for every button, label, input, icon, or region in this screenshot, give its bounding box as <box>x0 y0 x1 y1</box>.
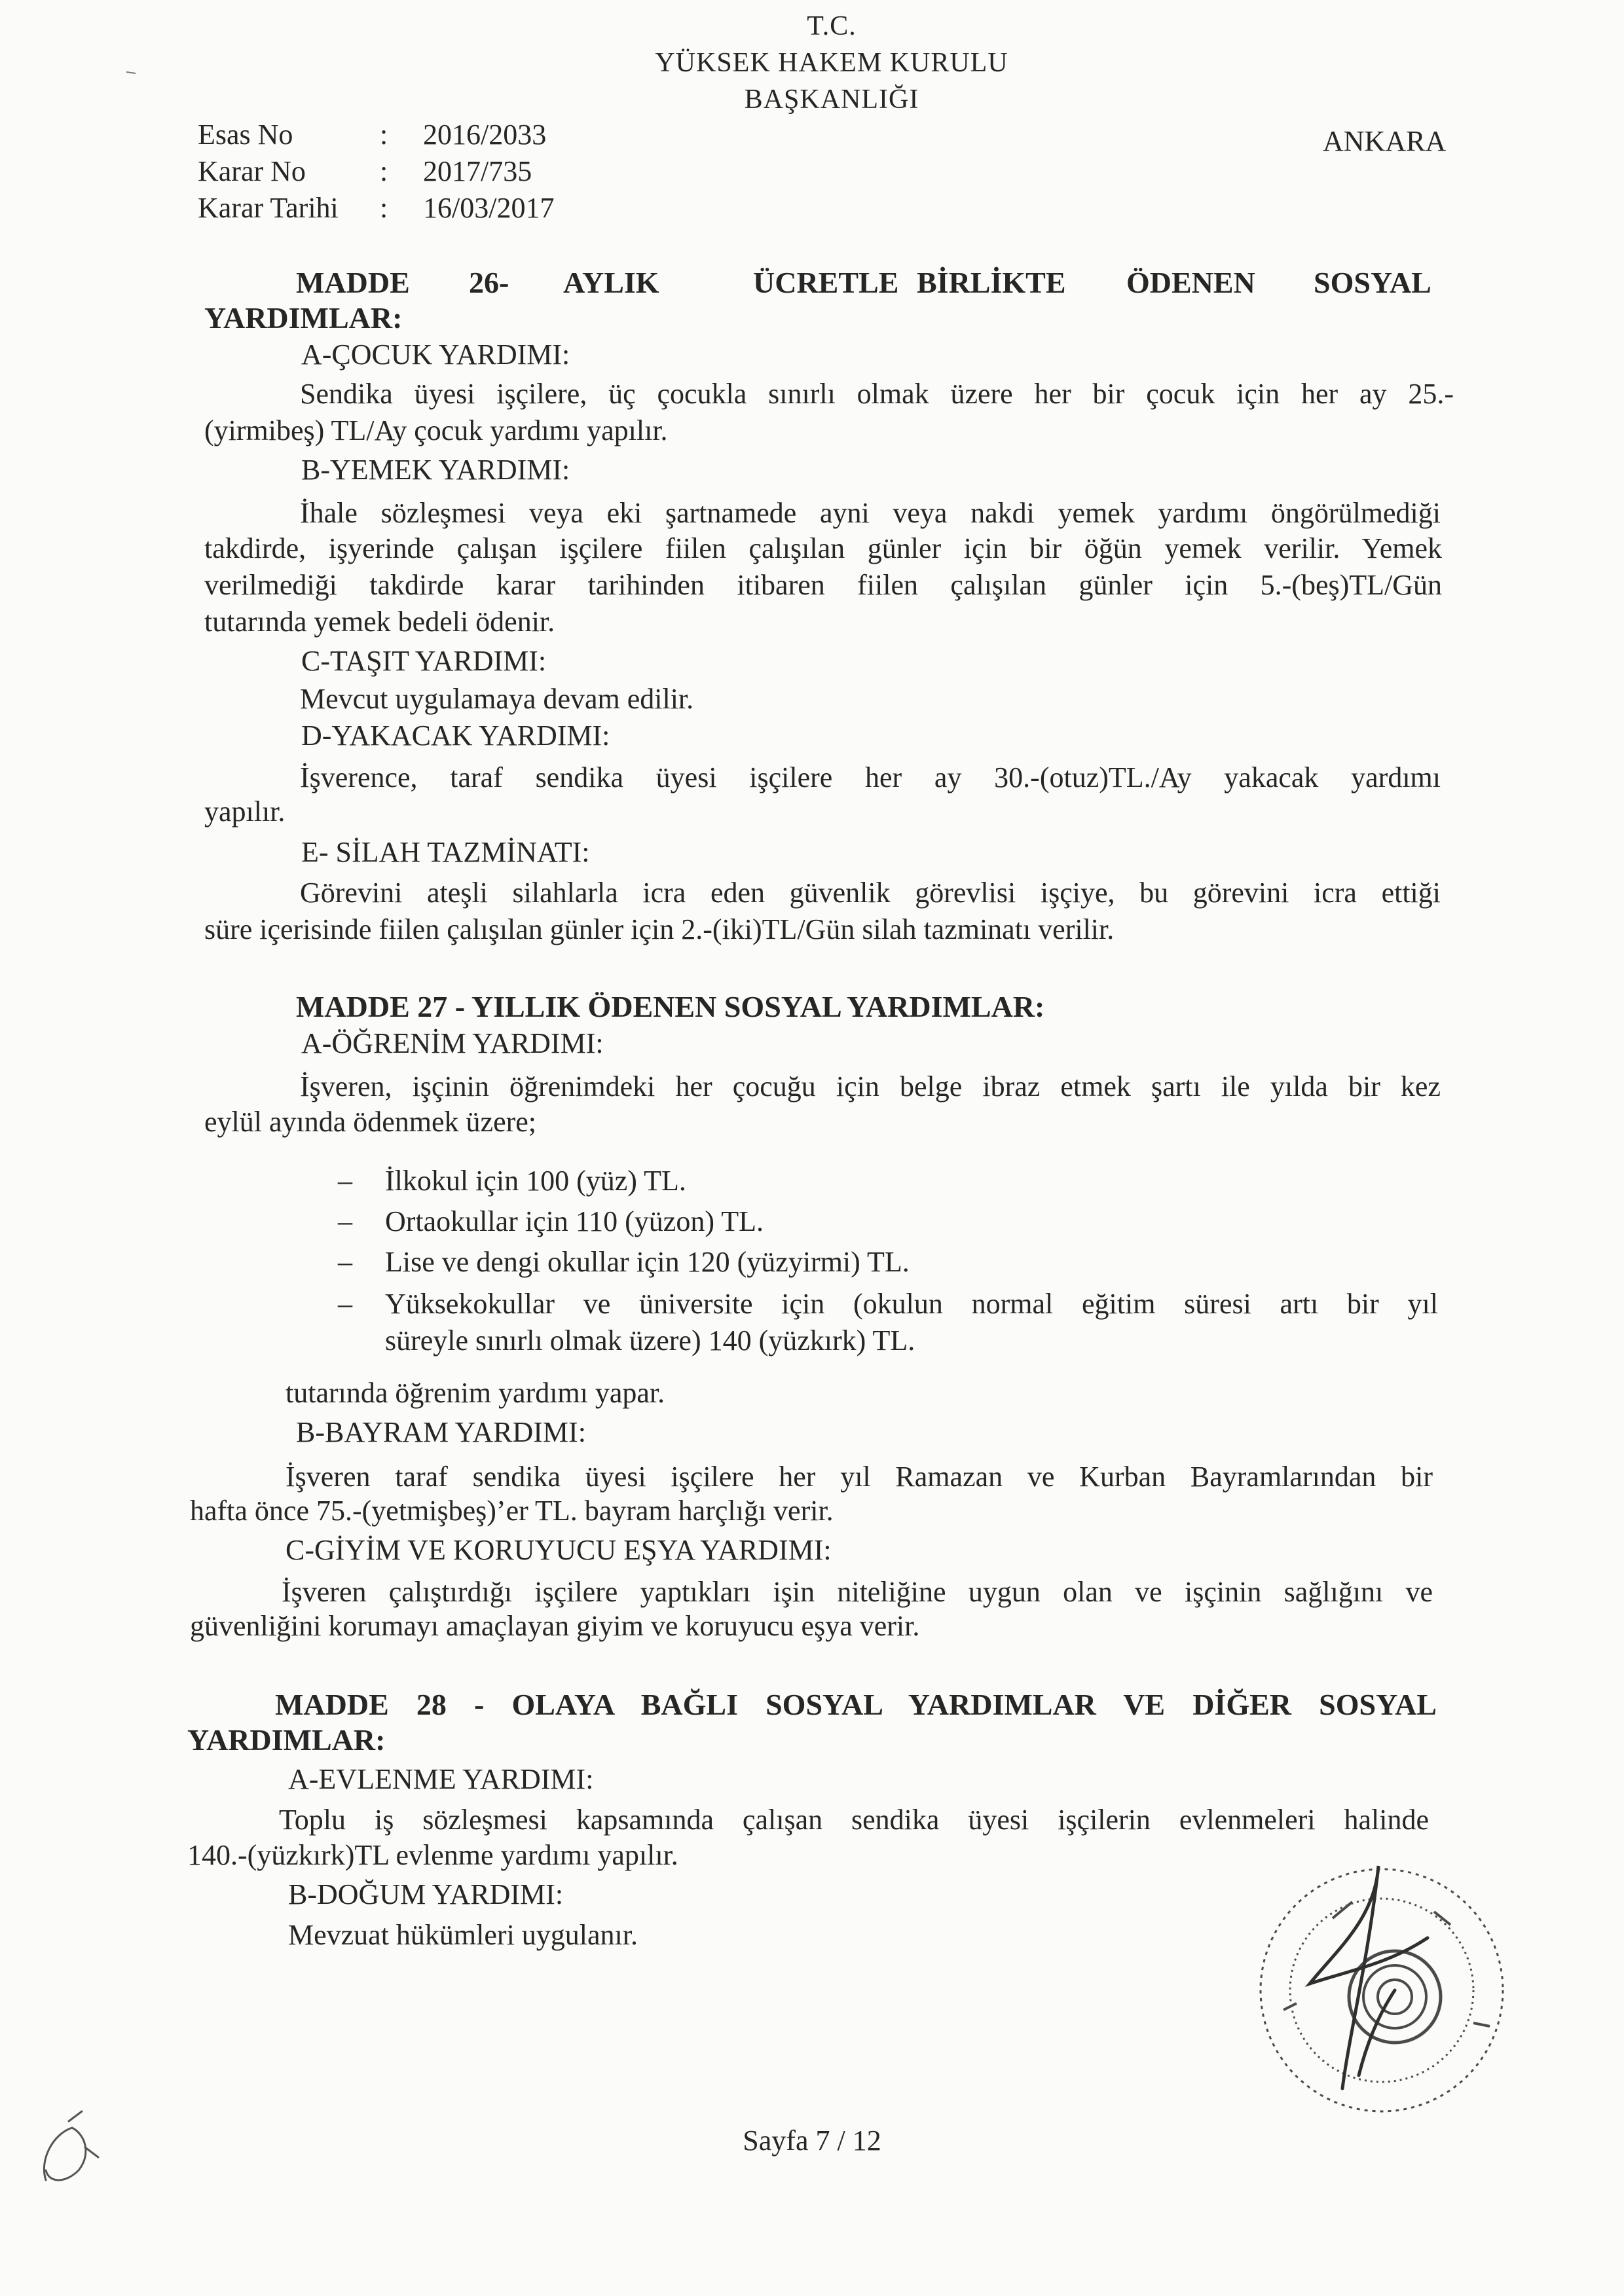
header-presidency: BAŞKANLIĞI <box>744 84 919 115</box>
m27-bullet-4: Yüksekokullar ve üniversite için (okulun normal eğitim süresi artı bir yıl <box>385 1288 1438 1320</box>
meta-colon: : <box>380 192 388 224</box>
m26-title-word-1: MADDE <box>296 266 410 299</box>
m27-a-line1: İşveren, işçinin öğrenimdeki her çocuğu için belge ibraz etmek şartı ile yılda bir kez <box>300 1070 1441 1102</box>
m27-a-line2: eylül ayında ödenmek üzere; <box>204 1106 537 1138</box>
meta-colon: : <box>380 155 388 187</box>
meta-value: 2016/2033 <box>423 118 547 151</box>
m28-a-line2: 140.-(yüzkırk)TL evlenme yardımı yapılır. <box>187 1839 678 1871</box>
meta-label: Karar Tarihi <box>198 192 339 224</box>
bullet-dash: – <box>338 1288 352 1320</box>
m26-title-word-7: SOSYAL <box>1314 266 1431 299</box>
meta-row-esas <box>198 117 554 153</box>
m26-title-word-6: ÖDENEN <box>1126 266 1255 299</box>
bullet-dash: – <box>338 1165 352 1197</box>
header-city: ANKARA <box>1323 125 1447 157</box>
meta-label: Esas No <box>198 118 293 151</box>
m28-b-line1: Mevzuat hükümleri uygulanır. <box>288 1919 638 1951</box>
m27-c-line1: İşveren çalıştırdığı işçilere yaptıkları işin niteliğine uygun olan ve işçinin sağlığını ve <box>282 1576 1433 1608</box>
m27-bullet-3: Lise ve dengi okullar için 120 (yüzyirmi) TL. <box>385 1246 910 1278</box>
m26-title-word-4: ÜCRETLE <box>753 266 899 299</box>
m26-e-heading: E- SİLAH TAZMİNATI: <box>301 836 590 868</box>
m26-a-line1: Sendika üyesi işçilere, üç çocukla sınırlı olmak üzere her bir çocuk için her ay 25.- <box>300 378 1454 410</box>
meta-colon: : <box>380 118 388 151</box>
case-meta <box>198 117 554 227</box>
meta-row-tarih <box>198 190 554 227</box>
m26-title-word-2: 26- <box>469 266 509 299</box>
m26-c-line1: Mevcut uygulamaya devam edilir. <box>300 683 694 715</box>
m26-title-word-3: AYLIK <box>563 266 659 299</box>
m27-bullet-1: İlkokul için 100 (yüz) TL. <box>385 1165 686 1197</box>
m26-d-line2: yapılır. <box>204 795 286 828</box>
official-seal-icon <box>1218 1840 1526 2115</box>
m28-title-line2: YARDIMLAR: <box>187 1723 386 1757</box>
m27-b-heading: B-BAYRAM YARDIMI: <box>296 1416 586 1448</box>
m26-a-heading: A-ÇOCUK YARDIMI: <box>301 338 570 371</box>
meta-row-karar <box>198 153 554 190</box>
m26-a-line2: (yirmibeş) TL/Ay çocuk yardımı yapılır. <box>204 414 668 446</box>
page-number: Sayfa 7 / 12 <box>743 2124 881 2157</box>
m26-c-heading: C-TAŞIT YARDIMI: <box>301 645 547 677</box>
m28-a-line1: Toplu iş sözleşmesi kapsamında çalışan sendika üyesi işçilerin evlenmeleri halinde <box>279 1804 1429 1836</box>
m26-b-line2: takdirde, işyerinde çalışan işçilere fiilen çalışılan günler için bir öğün yemek verilir. Yemek <box>204 532 1442 564</box>
m27-bullet-4-line2: süreyle sınırlı olmak üzere) 140 (yüzkırk) TL. <box>385 1324 915 1357</box>
m28-b-heading: B-DOĞUM YARDIMI: <box>288 1878 564 1910</box>
meta-value: 16/03/2017 <box>423 192 555 224</box>
header-institution: YÜKSEK HAKEM KURULU <box>655 48 1008 78</box>
m26-d-heading: D-YAKACAK YARDIMI: <box>301 720 610 752</box>
m27-c-heading: C-GİYİM VE KORUYUCU EŞYA YARDIMI: <box>286 1534 832 1566</box>
m26-b-heading: B-YEMEK YARDIMI: <box>301 454 570 486</box>
m28-title-line1: MADDE 28 - OLAYA BAĞLI SOSYAL YARDIMLAR VE DİĞER SOSYAL <box>275 1688 1437 1721</box>
m26-e-line1: Görevini ateşli silahlarla icra eden güvenlik görevlisi işçiye, bu görevini icra ettiği <box>300 877 1441 909</box>
margin-tick-icon <box>124 65 138 79</box>
m27-c-line2: güvenliğini korumayı amaçlayan giyim ve koruyucu eşya verir. <box>190 1610 920 1642</box>
m27-b-line1: İşveren taraf sendika üyesi işçilere her yıl Ramazan ve Kurban Bayramlarından bir <box>286 1461 1433 1493</box>
m26-d-line1: İşverence, taraf sendika üyesi işçilere her ay 30.-(otuz)TL./Ay yakacak yardımı <box>300 761 1441 793</box>
m27-a-heading: A-ÖĞRENİM YARDIMI: <box>301 1027 604 1059</box>
m26-b-line4: tutarında yemek bedeli ödenir. <box>204 606 555 638</box>
m26-title-word-5: BİRLİKTE <box>917 266 1066 299</box>
m27-b-line2: hafta önce 75.-(yetmişbeş)’er TL. bayram harçlığı verir. <box>190 1495 834 1527</box>
header-tc: T.C. <box>807 11 857 41</box>
m27-a-end: tutarında öğrenim yardımı yapar. <box>286 1377 665 1409</box>
m26-b-line1: İhale sözleşmesi veya eki şartnamede ayni veya nakdi yemek yardımı öngörülmediği <box>300 497 1441 529</box>
m26-e-line2: süre içerisinde fiilen çalışılan günler için 2.-(iki)TL/Gün silah tazminatı verilir. <box>204 913 1115 945</box>
m27-bullet-2: Ortaokullar için 110 (yüzon) TL. <box>385 1205 764 1237</box>
m26-b-line3: verilmediği takdirde karar tarihinden itibaren fiilen çalışılan günler için 5.-(beş)TL/Gün <box>204 569 1442 601</box>
m26-title-line2: YARDIMLAR: <box>204 301 403 335</box>
m27-title: MADDE 27 - YILLIK ÖDENEN SOSYAL YARDIMLAR: <box>296 990 1045 1023</box>
meta-value: 2017/735 <box>423 155 532 187</box>
m28-a-heading: A-EVLENME YARDIMI: <box>288 1763 594 1795</box>
meta-label: Karar No <box>198 155 306 187</box>
bullet-dash: – <box>338 1246 352 1278</box>
bullet-dash: – <box>338 1205 352 1237</box>
